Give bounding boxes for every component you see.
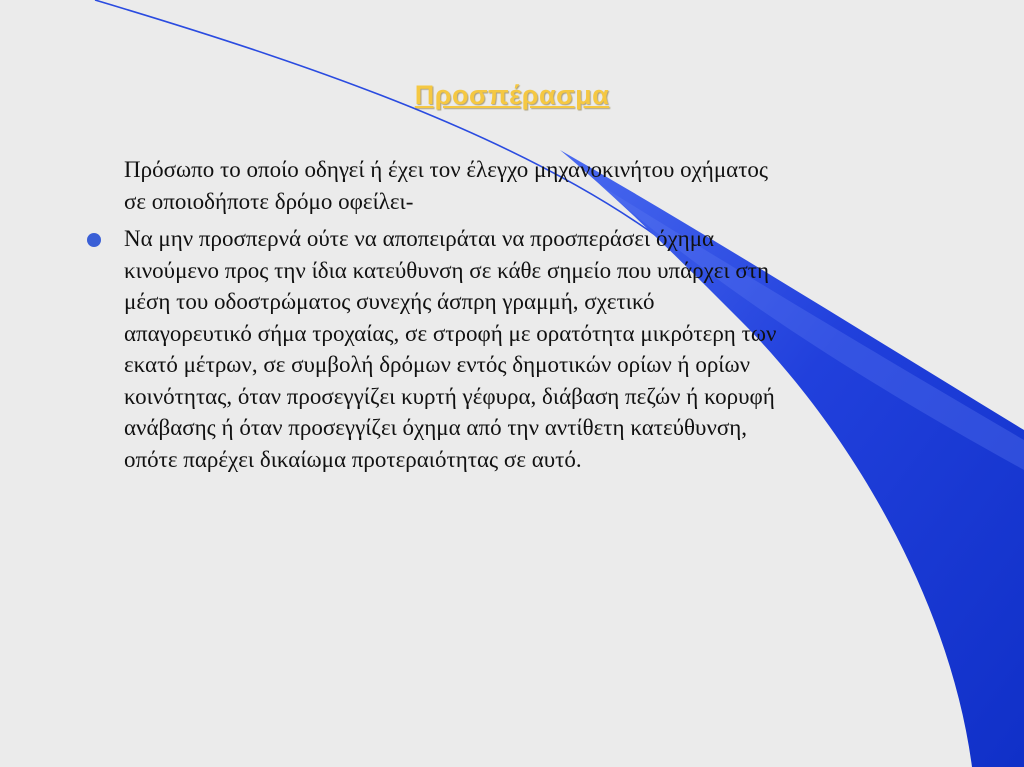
bullet-line: κινούμενο προς την ίδια κατεύθυνση σε κάθε σημείο που υπάρχει στη: [124, 257, 770, 283]
intro-line: σε οποιοδήποτε δρόμο οφείλει-: [124, 188, 414, 214]
bullet-line: απαγορευτικό σήμα τροχαίας, σε στροφή με ορατότητα μικρότερη των: [124, 320, 777, 346]
bullet-line: κοινότητας, όταν προσεγγίζει κυρτή γέφυρα, διάβαση πεζών ή κορυφή: [124, 383, 775, 409]
bullet-list-item: [124, 223, 964, 475]
bullet-icon: [87, 233, 101, 247]
bullet-line: μέση του οδοστρώματος συνεχής άσπρη γραμμή, σχετικό: [124, 289, 655, 314]
intro-line: Πρόσωπο το οποίο οδηγεί ή έχει τον έλεγχο μηχανοκινήτου οχήματος: [124, 157, 769, 182]
intro-paragraph: [124, 154, 964, 217]
bullet-line: Να μην προσπερνά ούτε να αποπειράται να προσπεράσει όχημα: [124, 226, 715, 251]
bullet-line: οπότε παρέχει δικαίωμα προτεραιότητας σε αυτό.: [124, 446, 582, 472]
bullet-line: ανάβασης ή όταν προσεγγίζει όχημα από την αντίθετη κατεύθυνση,: [124, 415, 748, 440]
bullet-line: εκατό μέτρων, σε συμβολή δρόμων εντός δημοτικών ορίων ή ορίων: [124, 352, 751, 377]
slide-title: Προσπέρασμα: [414, 80, 610, 110]
